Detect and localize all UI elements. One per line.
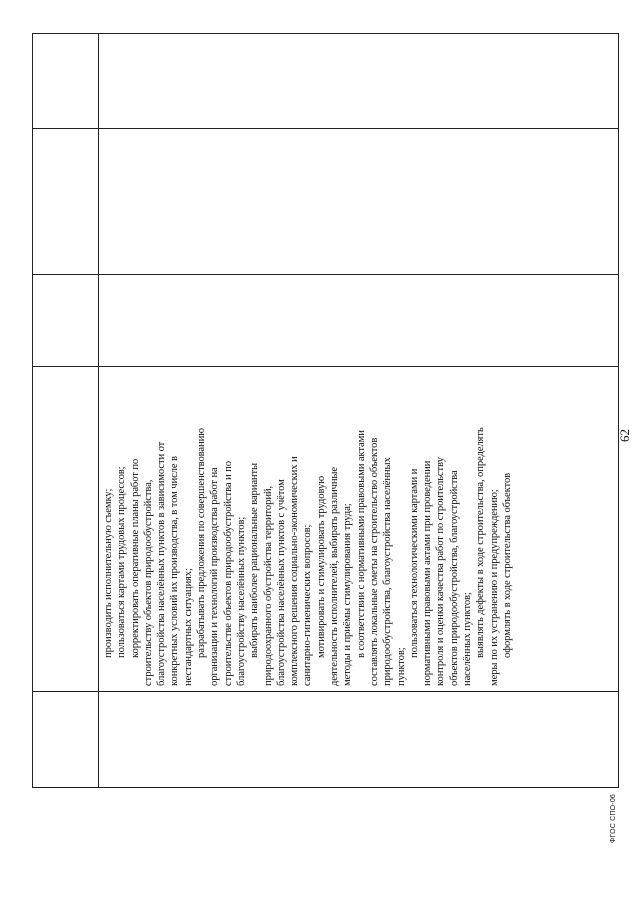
table-row bbox=[33, 34, 99, 788]
skill-line: разрабатывать предложения по совершенствованию bbox=[196, 428, 208, 658]
skill-line: благоустройства населённых пунктов с учётом bbox=[275, 479, 287, 686]
skill-line: благоустройства населённых пунктов в зависимости от bbox=[156, 441, 168, 686]
skill-line: конкретных условий их производства, в том числе в bbox=[169, 456, 181, 686]
skill-line: объектов природообустройства, благоустройства bbox=[448, 470, 460, 686]
skill-line: комплексного решения социально-экономических и bbox=[289, 456, 301, 686]
skill-line: составлять локальные сметы на строительство объектов bbox=[368, 437, 380, 686]
skill-line: мотивировать и стимулировать трудовую bbox=[315, 475, 327, 658]
table-cell-skills-top bbox=[33, 367, 99, 692]
skill-line: природоохранного обустройства территорий, bbox=[262, 485, 274, 686]
table-cell-code bbox=[33, 692, 99, 788]
table-cell-code bbox=[99, 692, 619, 788]
skill-line: корректировать оперативные планы работ по bbox=[129, 458, 141, 658]
competency-table bbox=[32, 33, 619, 788]
skill-line: в соответствии с нормативными правовыми актами bbox=[355, 430, 367, 658]
table-row bbox=[99, 34, 619, 788]
skill-line: нормативными правовыми актами при проведении bbox=[422, 460, 434, 686]
rotated-page bbox=[32, 34, 616, 788]
skill-line: производить исполнительную съемку; bbox=[103, 488, 114, 658]
skill-line: организации и технологий производства работ на bbox=[209, 467, 221, 686]
skill-line: деятельность исполнителей, выбирать различные bbox=[329, 466, 341, 686]
skill-line: пунктов; bbox=[395, 647, 407, 686]
skills-text bbox=[99, 367, 514, 691]
table-cell-disciplines bbox=[99, 129, 619, 275]
skill-line: природообустройства, благоустройства населённых bbox=[382, 457, 394, 686]
table-cell-skills bbox=[99, 367, 619, 692]
skill-line: пользоваться технологическими картами и bbox=[408, 468, 420, 658]
skill-line: выбирать наиболее рациональные варианты bbox=[249, 462, 261, 658]
table-cell-hours bbox=[99, 275, 619, 367]
skill-line: меры по их устранению и предупреждению; bbox=[488, 489, 500, 686]
skill-line: выявлять дефекты в ходе строительства, определять bbox=[475, 427, 487, 658]
skill-line: санитарно-гигиенических вопросов; bbox=[302, 524, 314, 686]
skill-line: строительству объектов природообустройства, bbox=[142, 479, 154, 686]
skill-line: пользоваться картами трудовых процессов; bbox=[116, 466, 128, 658]
skill-line: контроля и оценки качества работ по строительству bbox=[435, 457, 447, 686]
skill-line: оформлять в ходе строительства объектов bbox=[501, 472, 513, 658]
skill-line: методы и приёмы стимулирования труда; bbox=[342, 503, 354, 686]
table-cell-competences bbox=[33, 34, 99, 129]
skill-line: населённых пунктов; bbox=[462, 592, 474, 686]
skill-line: нестандартных ситуациях; bbox=[182, 568, 194, 686]
skill-line: благоустройству населённых пунктов; bbox=[235, 516, 247, 686]
table-cell-disciplines bbox=[33, 129, 99, 275]
skill-line: строительстве объектов природообустройства и по bbox=[222, 461, 234, 686]
table-cell-competences bbox=[99, 34, 619, 129]
page-number: 62 bbox=[617, 429, 632, 442]
footer-code: ФГОС СПО-06 bbox=[610, 793, 617, 843]
table-cell-hours bbox=[33, 275, 99, 367]
